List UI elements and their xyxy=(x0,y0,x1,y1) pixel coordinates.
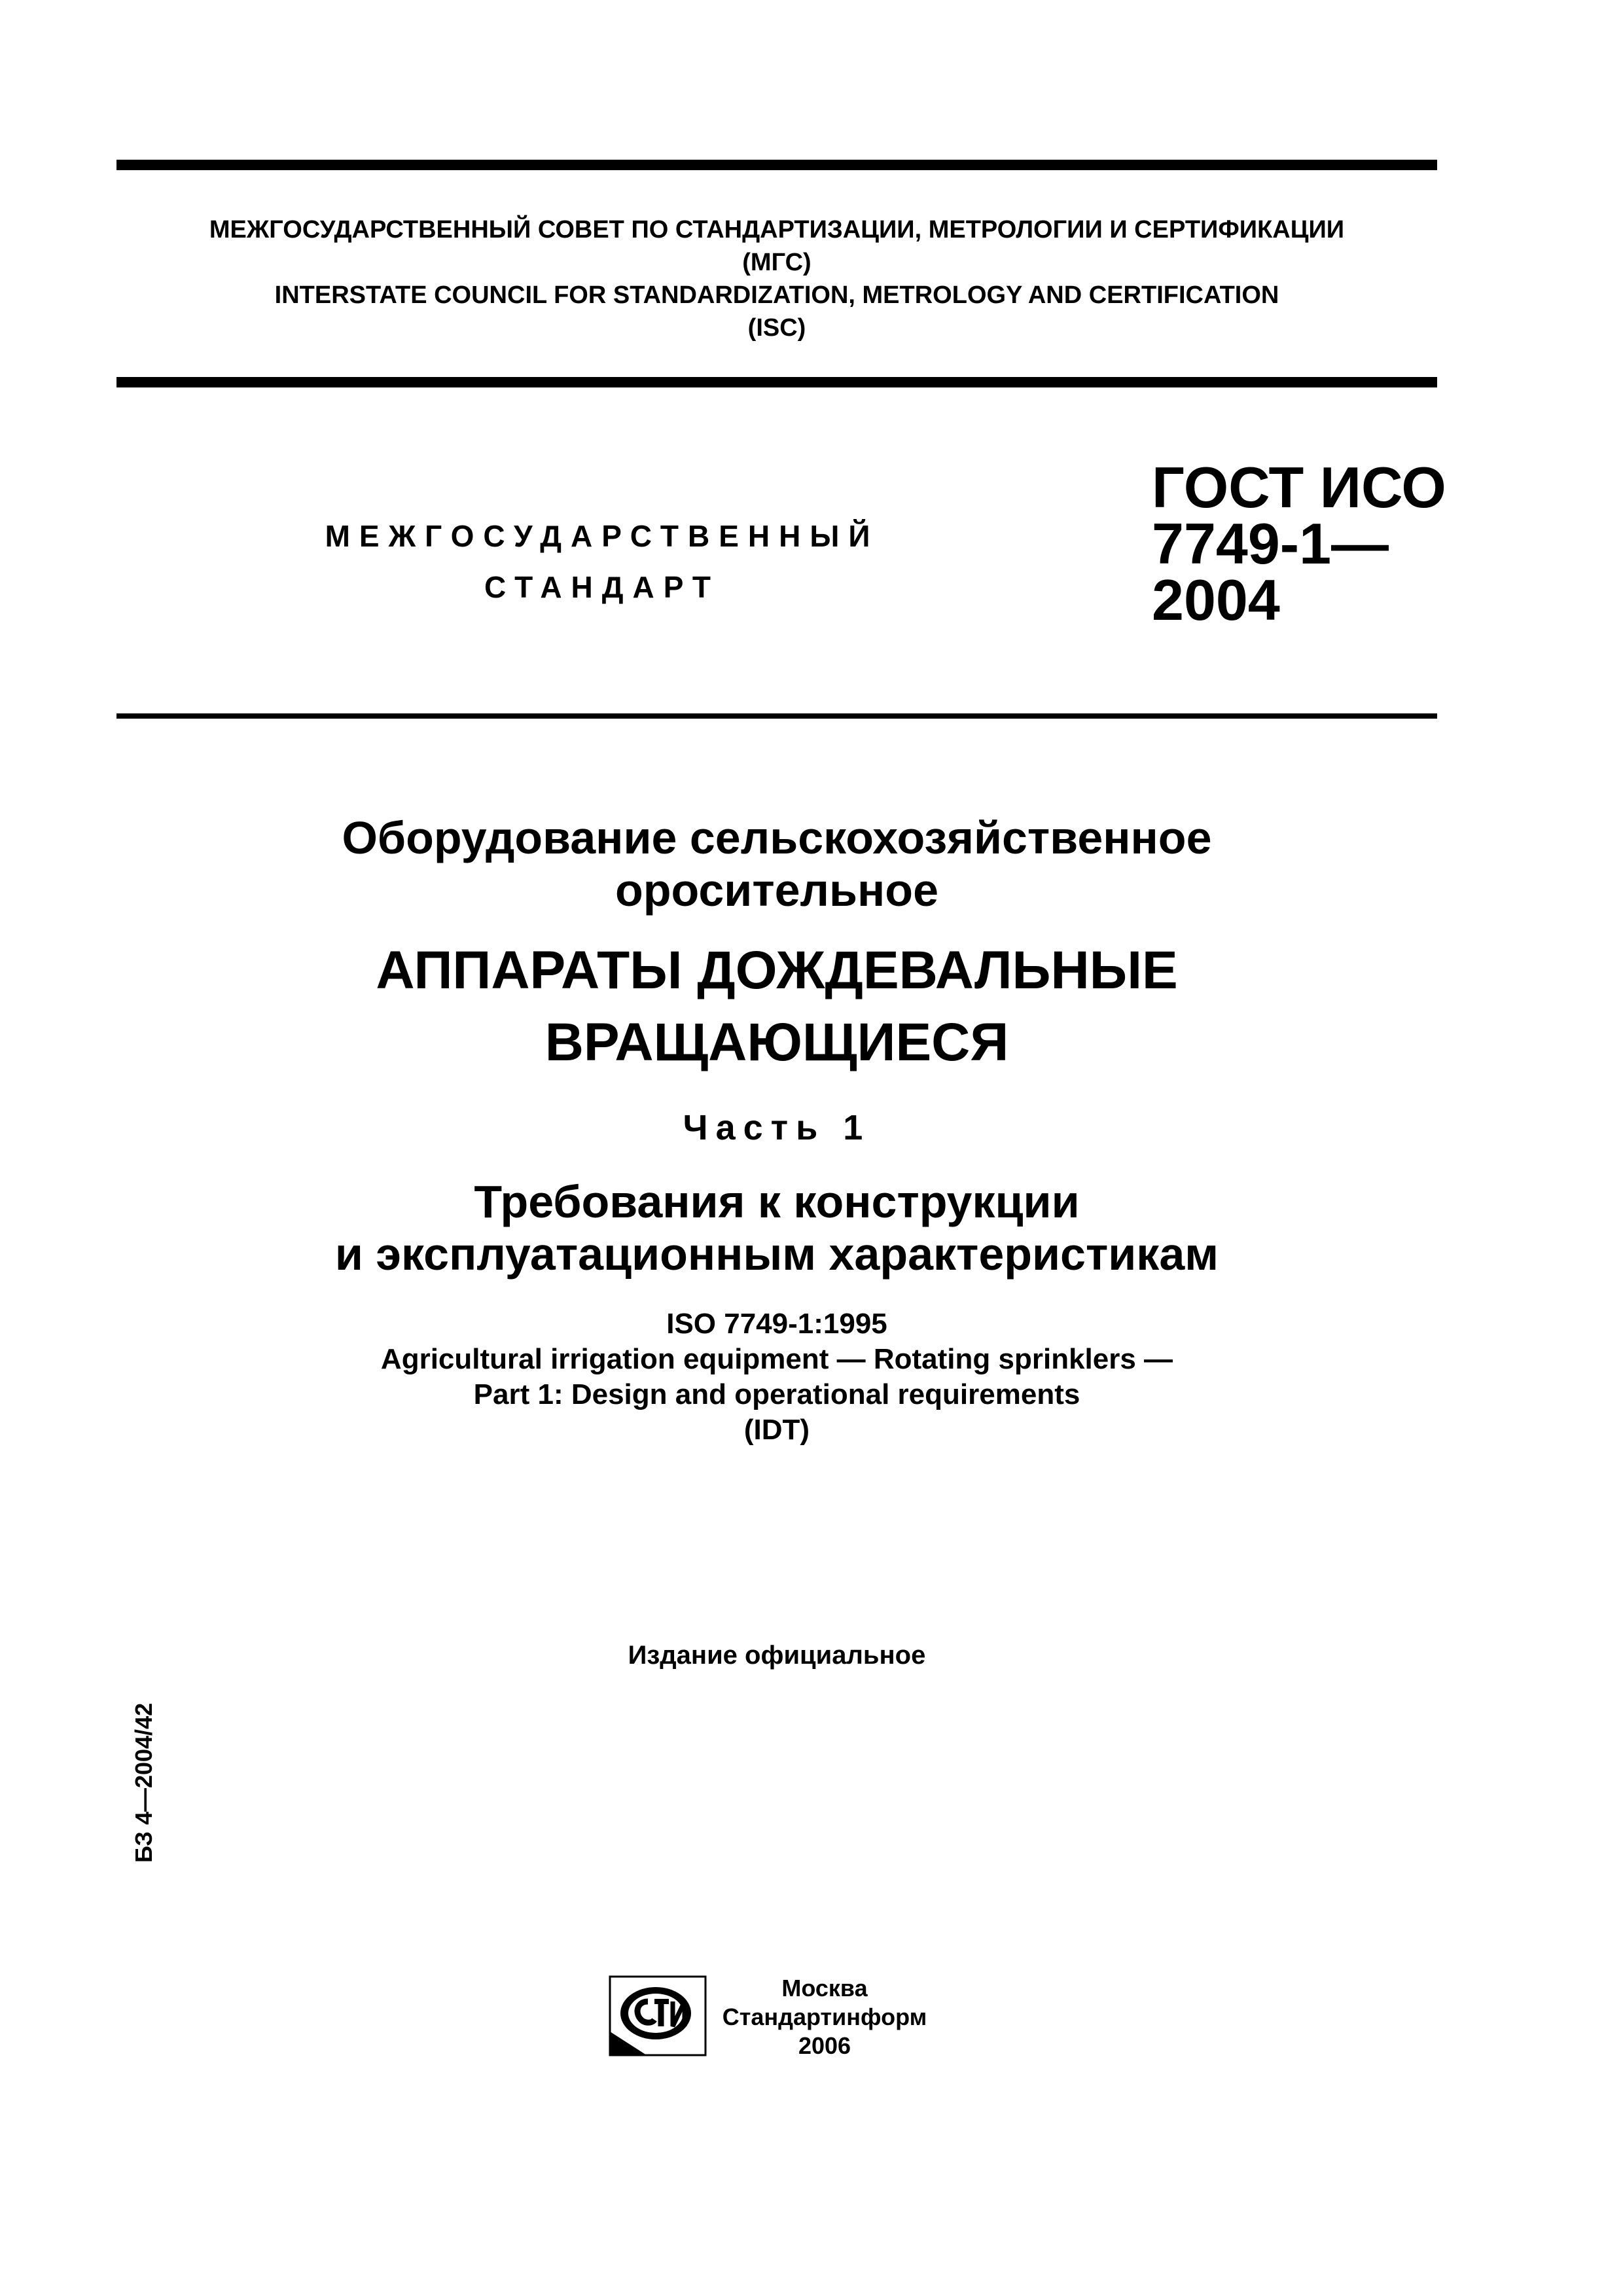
title-rule xyxy=(116,713,1437,719)
part-subtitle-line2: и эксплуатационным характеристикам xyxy=(334,1229,1219,1280)
iso-reference xyxy=(116,1306,1437,1448)
top-rule xyxy=(116,160,1437,170)
header-rule xyxy=(116,377,1437,387)
part-subtitle xyxy=(116,1175,1437,1280)
main-title-line2: ВРАЩАЮЩИЕСЯ xyxy=(544,1013,1009,1072)
standard-kind-line2: СТАНДАРТ xyxy=(484,570,720,604)
general-title xyxy=(116,812,1437,916)
standard-kind xyxy=(288,511,916,613)
part-subtitle-line1: Требования к конструкции xyxy=(474,1176,1080,1227)
document-title-block xyxy=(116,812,1437,1448)
part-label: Часть 1 xyxy=(683,1108,871,1147)
standard-kind-line1: МЕЖГОСУДАРСТВЕННЫЙ xyxy=(325,519,880,553)
general-title-line1: Оборудование сельскохозяйственное xyxy=(342,812,1212,863)
general-title-line2: оросительное xyxy=(615,865,938,916)
publisher-city: Москва xyxy=(781,1975,868,2001)
standard-number-line2: 7749-1— xyxy=(1152,511,1389,576)
iso-number: ISO 7749-1:1995 xyxy=(666,1308,887,1340)
edition-label: Издание официальное xyxy=(628,1641,926,1670)
main-title-line1: АППАРАТЫ ДОЖДЕВАЛЬНЫЕ xyxy=(376,941,1178,1000)
council-abbr-en: (ISC) xyxy=(747,314,806,342)
side-code: БЗ 4—2004/42 xyxy=(130,1702,157,1863)
publisher-block xyxy=(720,1974,929,2060)
standard-number-line1: ГОСТ ИСО xyxy=(1152,455,1446,520)
publisher-year: 2006 xyxy=(798,2032,851,2059)
iso-title-line2: Part 1: Design and operational requirements xyxy=(473,1378,1080,1410)
standard-number-line3: 2004 xyxy=(1152,567,1280,632)
standard-number xyxy=(1152,455,1446,632)
council-header xyxy=(116,213,1437,344)
main-title xyxy=(116,935,1437,1079)
iso-title-line1: Agricultural irrigation equipment — Rotating sprinklers — xyxy=(380,1343,1173,1375)
council-name-en: INTERSTATE COUNCIL FOR STANDARDIZATION, METROLOGY AND CERTIFICATION xyxy=(274,281,1279,309)
iso-equivalence: (IDT) xyxy=(743,1414,810,1446)
council-name-ru: МЕЖГОСУДАРСТВЕННЫЙ СОВЕТ ПО СТАНДАРТИЗАЦИИ, МЕТРОЛОГИИ И СЕРТИФИКАЦИИ xyxy=(209,216,1345,243)
standartinform-logo-icon xyxy=(609,1975,707,2056)
publisher-name: Стандартинформ xyxy=(722,2003,927,2030)
council-abbr-ru: (МГС) xyxy=(742,249,812,276)
